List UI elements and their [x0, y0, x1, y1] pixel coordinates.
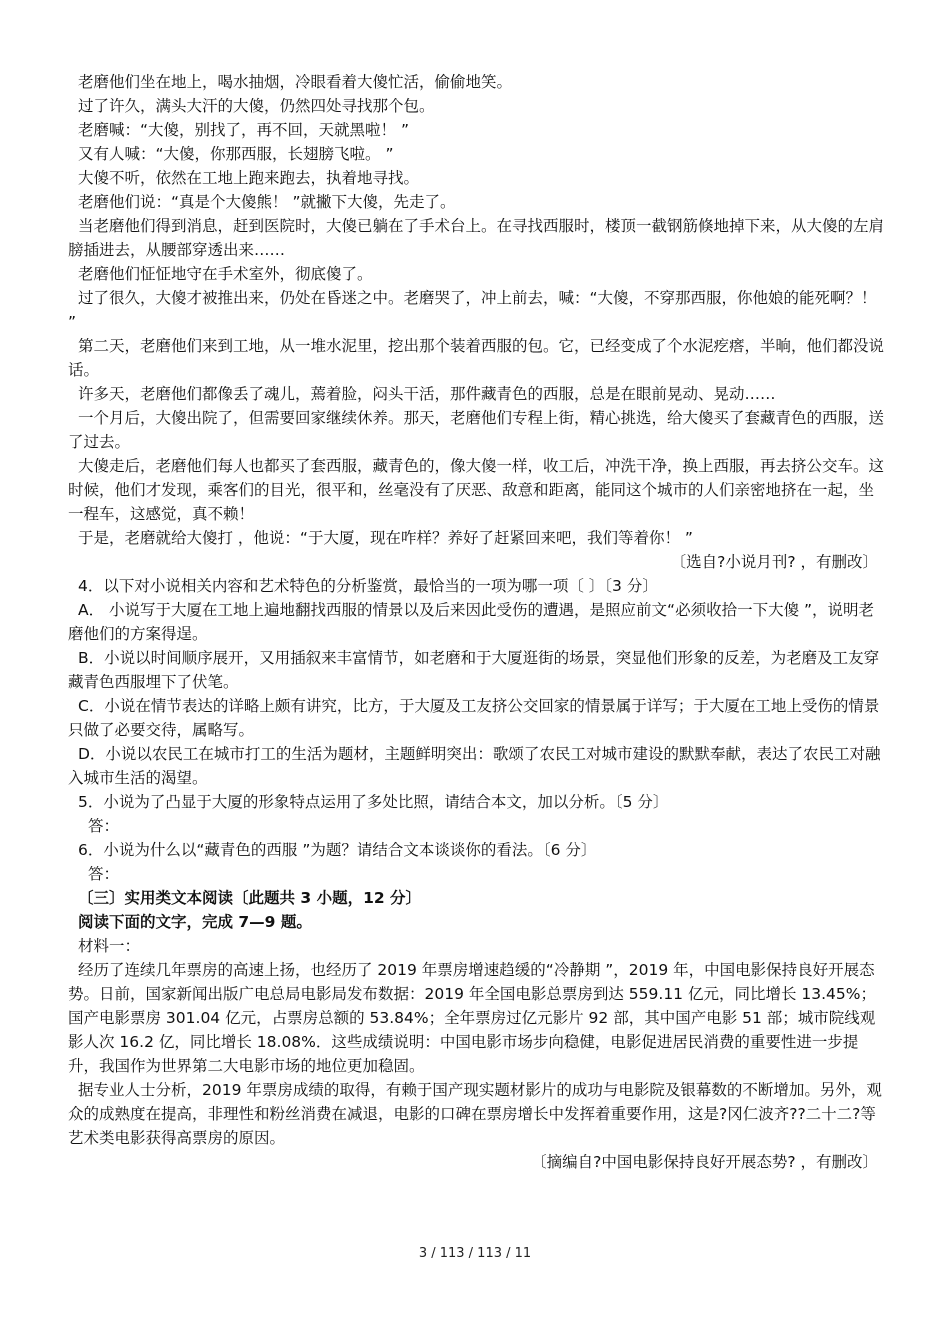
story-paragraph-10: 第二天，老磨他们来到工地，从一堆水泥里，挖出那个装着西服的包。它，已经变成了个水泥疙瘩，半晌，他们都没说话。	[68, 337, 885, 379]
document-body	[68, 70, 888, 1174]
story-paragraph-4: 又有人喊：“大傻，你那西服，长翅膀飞啦。 ”	[78, 145, 394, 163]
story-paragraph-3: 老磨喊：“大傻，别找了，再不回，天就黑啦！ ”	[78, 121, 409, 139]
answer-6-label: 答：	[88, 865, 120, 883]
question-4-option-a: A． 小说写于大厦在工地上遍地翻找西服的情景以及后来因此受伤的遭遇，是照应前文“必须收拾一下大傻 ”，说明老磨他们的方案得逞。	[68, 601, 875, 643]
question-6: 6．小说为什么以“藏青色的西服 ”为题？请结合文本谈谈你的看法。〔6 分〕	[78, 841, 597, 859]
story-paragraph-9: 过了很久，大傻才被推出来，仍处在昏迷之中。老磨哭了，冲上前去，喊：“大傻，不穿那西服，你他娘的能死啊？！ ”	[68, 289, 877, 331]
story-paragraph-14: 于是，老磨就给大傻打 ，他说：“于大厦，现在咋样？养好了赶紧回来吧，我们等着你！ ”	[78, 529, 693, 547]
story-paragraph-11: 许多天，老磨他们都像丢了魂儿，蔫着脸，闷头干活，那件藏青色的西服，总是在眼前晃动、晃动……	[78, 385, 776, 403]
story-paragraph-5: 大傻不听，依然在工地上跑来跑去，执着地寻找。	[78, 169, 420, 187]
question-4-option-b: B．小说以时间顺序展开，又用插叙来丰富情节，如老磨和于大厦逛街的场景，突显他们形象的反差，为老磨及工友穿藏青色西服埋下了伏笔。	[68, 649, 880, 691]
question-4-option-c: C．小说在情节表达的详略上颇有讲究，比方，于大厦及工友挤公交回家的情景属于详写；于大厦在工地上受伤的情景只做了必要交待，属略写。	[68, 697, 880, 739]
story-paragraph-12: 一个月后，大傻出院了，但需要回家继续休养。那天，老磨他们专程上街，精心挑选，给大傻买了套藏青色的西服，送了过去。	[68, 409, 885, 451]
page-number: 3 / 113 / 113 / 11	[418, 1246, 532, 1261]
section-3-heading: 〔三〕实用类文本阅读〔此题共 3 小题，12 分〕	[78, 889, 422, 907]
material-label: 材料一：	[78, 937, 141, 955]
material-paragraph-2: 据专业人士分析，2019 年票房成绩的取得，有赖于国产现实题材影片的成功与电影院及银幕数的不断增加。另外，观众的成熟度在提高，非理性和粉丝消费在减退，电影的口碑在票房增长中发挥着重要作用，这是?冈仁波齐??二十二?等艺术类电影获得高票房的原因。	[68, 1081, 882, 1147]
question-4: 4．以下对小说相关内容和艺术特色的分析鉴赏，最恰当的一项为哪一项〔 〕〔3 分〕	[78, 577, 658, 595]
question-5: 5．小说为了凸显于大厦的形象特点运用了多处比照，请结合本文，加以分析。〔5 分〕	[78, 793, 669, 811]
story-paragraph-7: 当老磨他们得到消息，赶到医院时，大傻已躺在了手术台上。在寻找西服时，楼顶一截钢筋倏地掉下来，从大傻的左肩膀插进去，从腰部穿透出来……	[68, 217, 885, 259]
section-3-instruction: 阅读下面的文字，完成 7—9 题。	[78, 913, 312, 931]
story-paragraph-6: 老磨他们说：“真是个大傻熊！ ”就撇下大傻，先走了。	[78, 193, 456, 211]
material-source: 〔摘编自?中国电影保持良好开展态势? ，有删改〕	[531, 1153, 878, 1171]
story-paragraph-13: 大傻走后，老磨他们每人也都买了套西服，藏青色的，像大傻一样，收工后，冲洗干净，换上西服，再去挤公交车。这时候，他们才发现，乘客们的目光，很平和，丝毫没有了厌恶、敌意和距离，能同这个城市的人们亲密地挤在一起，坐一程车，这感觉，真不赖！	[68, 457, 885, 523]
answer-5-label: 答：	[88, 817, 120, 835]
story-paragraph-1: 老磨他们坐在地上，喝水抽烟，冷眼看着大傻忙活，偷偷地笑。	[78, 73, 513, 91]
story-source: 〔选自?小说月刊? ，有删改〕	[670, 553, 878, 571]
question-4-option-d: D．小说以农民工在城市打工的生活为题材，主题鲜明突出：歌颂了农民工对城市建设的默默奉献，表达了农民工对融入城市生活的渴望。	[68, 745, 881, 787]
story-paragraph-8: 老磨他们怔怔地守在手术室外，彻底傻了。	[78, 265, 373, 283]
story-paragraph-2: 过了许久，满头大汗的大傻，仍然四处寻找那个包。	[78, 97, 435, 115]
material-paragraph-1: 经历了连续几年票房的高速上扬，也经历了 2019 年票房增速趋缓的“冷静期 ”，2019 年，中国电影保持良好开展态势。日前，国家新闻出版广电总局电影局发布数据：2019 年全国电影总票房到达 559.11 亿元，同比增长 13.45%；国产电影票房 301.04 亿元，占票房总额的 53.84%；全年票房过亿元影片 92 部，其中国产电影 51 部；城市院线观影人次 16.2 亿，同比增长 18.08%．这些成绩说明：中国电影市场步向稳健，电影促进居民消费的重要性进一步提升，我国作为世界第二大电影市场的地位更加稳固。	[68, 961, 876, 1075]
